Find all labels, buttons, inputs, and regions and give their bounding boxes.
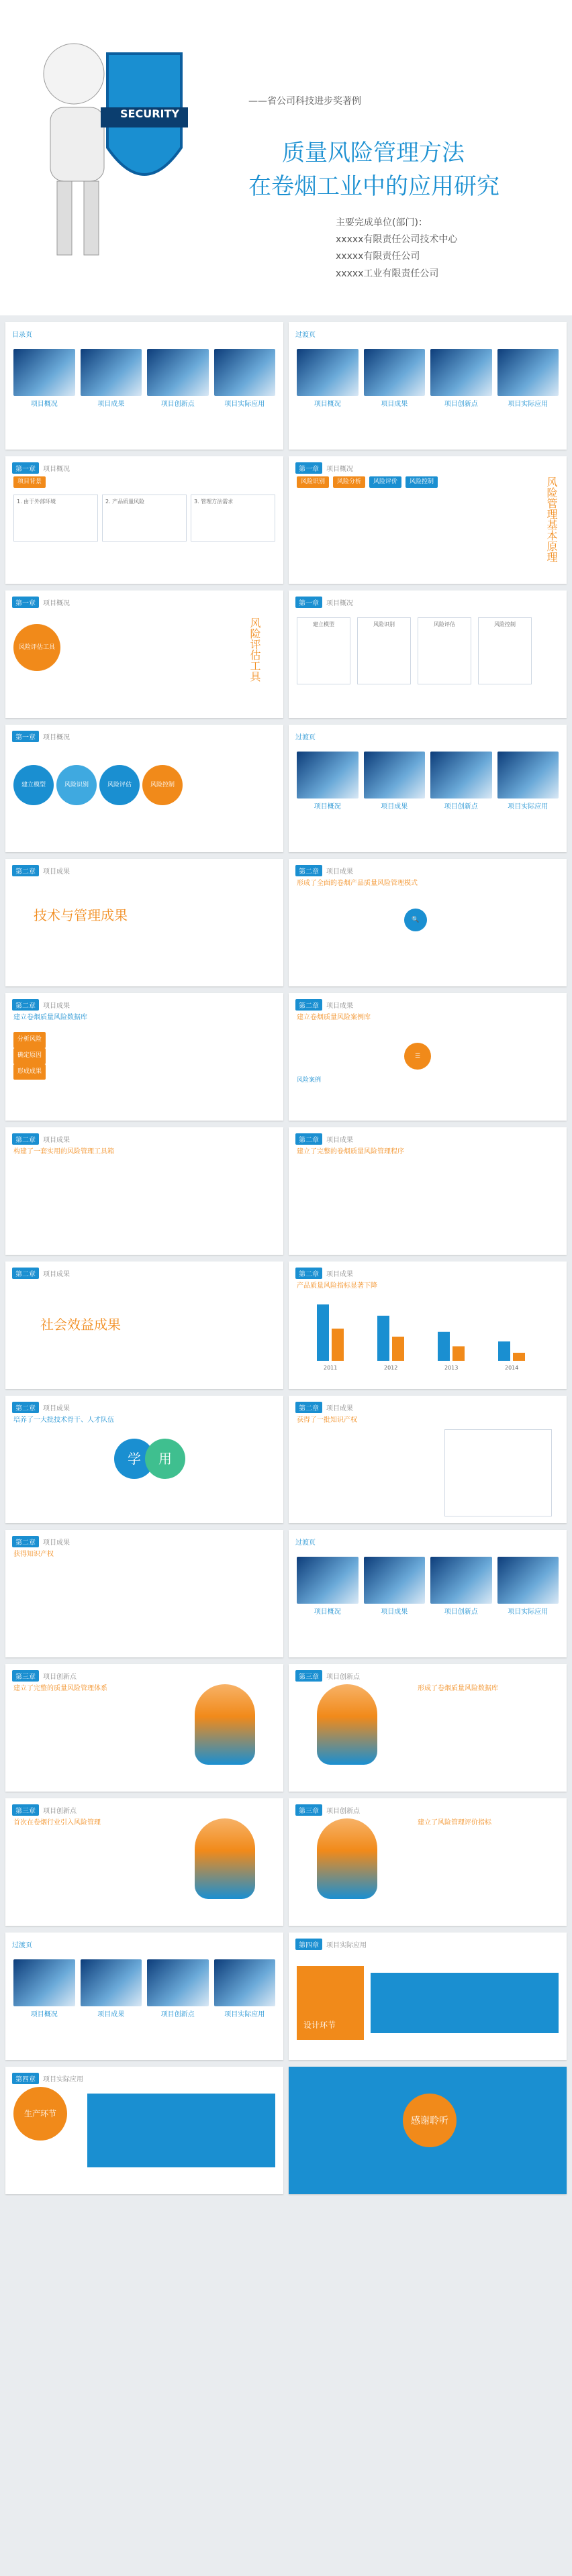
design-slide: 第四章 项目实际应用 设计环节 [289, 1933, 567, 2060]
toc-item[interactable]: 项目成果 [364, 349, 426, 409]
research-circles-slide: 第一章 项目概况 建立模型 风险识别 风险评估 风险控制 [5, 725, 283, 852]
toc-item[interactable]: 项目实际应用 [497, 752, 559, 812]
design-panel: 设计环节 [297, 1966, 364, 2040]
toc-item[interactable]: 项目成果 [364, 1557, 426, 1617]
innovation-slide-4: 第三章 项目创新点 建立了风险管理评价指标 [289, 1798, 567, 1926]
units-block [336, 215, 457, 282]
toc-item[interactable]: 项目创新点 [147, 349, 209, 409]
toc-item[interactable]: 项目创新点 [147, 1959, 209, 2020]
innovation-slide-3: 第三章 项目创新点 首次在卷烟行业引入风险管理 [5, 1798, 283, 1926]
unit-2: xxxxx有限责任公司 [336, 251, 420, 262]
unit-3: xxxxx工业有限责任公司 [336, 268, 439, 279]
logo-text: SECURITY [120, 107, 179, 120]
x-tick-label: 2014 [505, 1365, 519, 1371]
transition-title: 过渡页 [295, 331, 316, 339]
point-box: 1. 由于外部环境 [13, 495, 98, 542]
bar-风险数-2014 [498, 1341, 510, 1361]
title-line-1: 质量风险管理方法 [282, 140, 465, 166]
risk-principle-slide: 第一章 项目概况 风险识别 风险分析 风险评价 风险控制 风险管理基本原理 [289, 456, 567, 584]
info-panel [87, 2094, 275, 2167]
toc-item[interactable]: 项目概况 [13, 1959, 75, 2020]
db-icon: ☰ [404, 1043, 431, 1070]
toc-item[interactable]: 项目概况 [297, 752, 359, 812]
bar-风险数-2013 [438, 1332, 450, 1361]
chart-slide: 第二章 项目成果 产品质量风险指标显著下降 2011 2012 2013 2014 [289, 1261, 567, 1389]
units-label: 主要完成单位(部门)： [336, 217, 428, 228]
toc-item[interactable]: 项目概况 [297, 1557, 359, 1617]
bar-风险数-2012 [377, 1316, 389, 1361]
x-tick-label: 2013 [444, 1365, 459, 1371]
section-pill: 项目背景 [13, 476, 46, 488]
toc-slide [5, 322, 283, 450]
tools-slide: 第一章 项目概况 风险评估工具 风险评估工具 [5, 590, 283, 718]
bulb-graphic [317, 1818, 377, 1899]
social-slide: 第二章 项目成果 社会效益成果 [5, 1261, 283, 1389]
toc-title: 目录页 [12, 331, 32, 339]
certificate [444, 1429, 552, 1516]
transition-slide [289, 322, 567, 450]
point-box: 2. 产品质量风险 [102, 495, 187, 542]
award-line: ——省公司科技进步奖著例 [248, 96, 361, 107]
toc-item[interactable]: 项目实际应用 [497, 1557, 559, 1617]
robot-illustration [13, 27, 188, 268]
toc-item[interactable]: 项目成果 [81, 1959, 142, 2020]
program-slide: 第二章 项目成果 建立了完整的卷烟质量风险管理程序 [289, 1127, 567, 1255]
bulb-graphic [195, 1818, 255, 1899]
background-slide: 第一章 项目概况 项目背景 1. 由于外部环境 2. 产品质量风险 3. 管理方法需求 [5, 456, 283, 584]
thanks-slide [289, 2067, 567, 2194]
ip-slide: 第二章 项目成果 获得了一批知识产权 [289, 1396, 567, 1523]
info-panel [371, 1973, 559, 2033]
bulb-graphic [317, 1684, 377, 1765]
toc-item[interactable]: 项目实际应用 [214, 1959, 276, 2020]
point-box: 3. 管理方法需求 [191, 495, 275, 542]
bar-高风险-2014 [513, 1353, 525, 1361]
production-slide: 第四章 项目实际应用 生产环节 [5, 2067, 283, 2194]
toc-item[interactable]: 项目成果 [81, 349, 142, 409]
tech-results-slide: 第二章 项目成果 技术与管理成果 [5, 859, 283, 986]
toc-item[interactable]: 项目概况 [13, 349, 75, 409]
toc-item[interactable]: 项目概况 [297, 349, 359, 409]
case-library-slide: 第二章 项目成果 建立卷烟质量风险案例库 ☰ 风险案例 [289, 993, 567, 1121]
x-tick-label: 2011 [324, 1365, 338, 1371]
section-title: 技术与管理成果 [34, 907, 128, 923]
center-circle: 风险评估工具 [13, 624, 60, 671]
bar-高风险-2012 [392, 1337, 404, 1361]
bar-chart [297, 1291, 552, 1372]
bar-高风险-2013 [452, 1346, 465, 1361]
database-slide: 第二章 项目成果 建立卷烟质量风险数据库 分析风险 确定原因 形成成果 [5, 993, 283, 1121]
ip-slide-2: 第二章 项目成果 获得知识产权 [5, 1530, 283, 1657]
bar-高风险-2011 [332, 1329, 344, 1361]
toc-item[interactable]: 项目创新点 [430, 349, 492, 409]
search-icon: 🔍 [404, 909, 427, 931]
slide-heading: 形成了全面的卷烟产品质量风险管理模式 [297, 880, 418, 887]
vertical-title: 风险管理基本原理 [545, 476, 558, 562]
transition-slide-3: 过渡页 项目概况 项目成果 项目创新点 项目实际应用 [289, 1530, 567, 1657]
talent-slide: 第二章 项目成果 培养了一大批技术骨干、人才队伍 学 用 [5, 1396, 283, 1523]
toc-item[interactable]: 项目创新点 [430, 752, 492, 812]
innovation-slide-2: 第三章 项目创新点 形成了卷烟质量风险数据库 [289, 1664, 567, 1792]
x-tick-label: 2012 [384, 1365, 398, 1371]
transition-slide-4: 过渡页 项目概况 项目成果 项目创新点 项目实际应用 [5, 1933, 283, 2060]
unit-1: xxxxx有限责任公司技术中心 [336, 234, 458, 246]
title-slide [0, 0, 572, 315]
bar-风险数-2011 [317, 1304, 329, 1361]
thanks-text: 感谢聆听 [403, 2094, 457, 2147]
transition-slide-2: 过渡页 项目概况 项目成果 项目创新点 项目实际应用 [289, 725, 567, 852]
toc-item[interactable]: 项目实际应用 [497, 349, 559, 409]
vertical-title: 风险评估工具 [248, 617, 261, 682]
toc-item[interactable]: 项目创新点 [430, 1557, 492, 1617]
title-line-2: 在卷烟工业中的应用研究 [248, 173, 499, 200]
toc-item[interactable]: 项目成果 [364, 752, 426, 812]
research-slide: 第一章 项目概况 建立模型 风险识别 风险评估 风险控制 [289, 590, 567, 718]
innovation-slide-1: 第三章 项目创新点 建立了完整的质量风险管理体系 [5, 1664, 283, 1792]
bulb-graphic [195, 1684, 255, 1765]
toolbox-slide: 第二章 项目成果 构建了一套实用的风险管理工具箱 [5, 1127, 283, 1255]
chart-title: 产品质量风险指标显著下降 [297, 1282, 377, 1290]
toc-item[interactable]: 项目实际应用 [214, 349, 276, 409]
model-slide: 第二章 项目成果 形成了全面的卷烟产品质量风险管理模式 🔍 [289, 859, 567, 986]
